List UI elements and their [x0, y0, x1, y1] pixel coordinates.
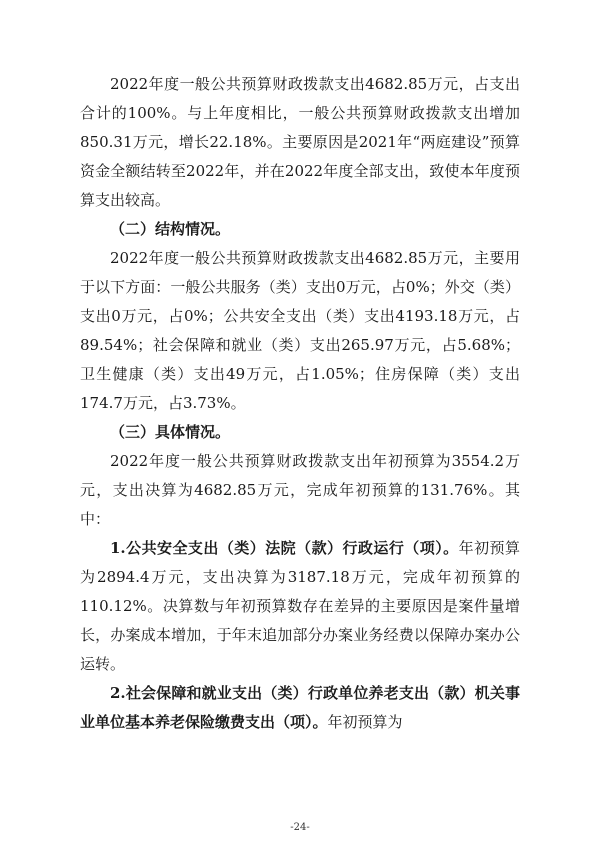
paragraph-details: 2022年度一般公共预算财政拨款支出年初预算为3554.2万元，支出决算为4682.85万元，完成年初预算的131.76%。其中： — [80, 452, 520, 528]
item-1-title: 1.公共安全支出（类）法院（款）行政运行（项）。 — [110, 539, 459, 557]
paragraph-overview: 2022年度一般公共预算财政拨款支出4682.85万元，占支出合计的100%。与上年度相比，一般公共预算财政拨款支出增加850.31万元，增长22.18%。主要原因是2021年“两庭建设”预算资金全额结转至2022年，并在2022年度全部支出，致使本年度预算支出较高。 — [80, 75, 520, 209]
heading-details: （三）具体情况。 — [110, 423, 231, 441]
item-1 — [80, 534, 520, 679]
item-2 — [80, 679, 520, 737]
paragraph-structure: 2022年度一般公共预算财政拨款支出4682.85万元，主要用于以下方面：一般公共服务（类）支出0万元，占0%；外交（类）支出0万元，占0%；公共安全支出（类）支出4193.18万元，占89.54%；社会保障和就业（类）支出265.97万元，占5.68%；卫生健康（类）支出49万元，占1.05%；住房保障（类）支出174.7万元，占3.73%。 — [80, 249, 520, 412]
item-2-body: 年初预算为 — [327, 713, 403, 731]
item-2-title: 2.社会保障和就业支出（类）行政单位养老支出（款）机关事业单位基本养老保险缴费支出（项）。 — [80, 684, 520, 731]
page-number: -24- — [290, 822, 310, 833]
document-body — [80, 70, 520, 737]
heading-structure: （二）结构情况。 — [110, 220, 231, 238]
item-1-body: 年初预算为2894.4万元，支出决算为3187.18万元，完成年初预算的110.12%。决算数与年初预算数存在差异的主要原因是案件量增长，办案成本增加，于年末追加部分办案业务经费以保障办案办公运转。 — [80, 539, 520, 673]
